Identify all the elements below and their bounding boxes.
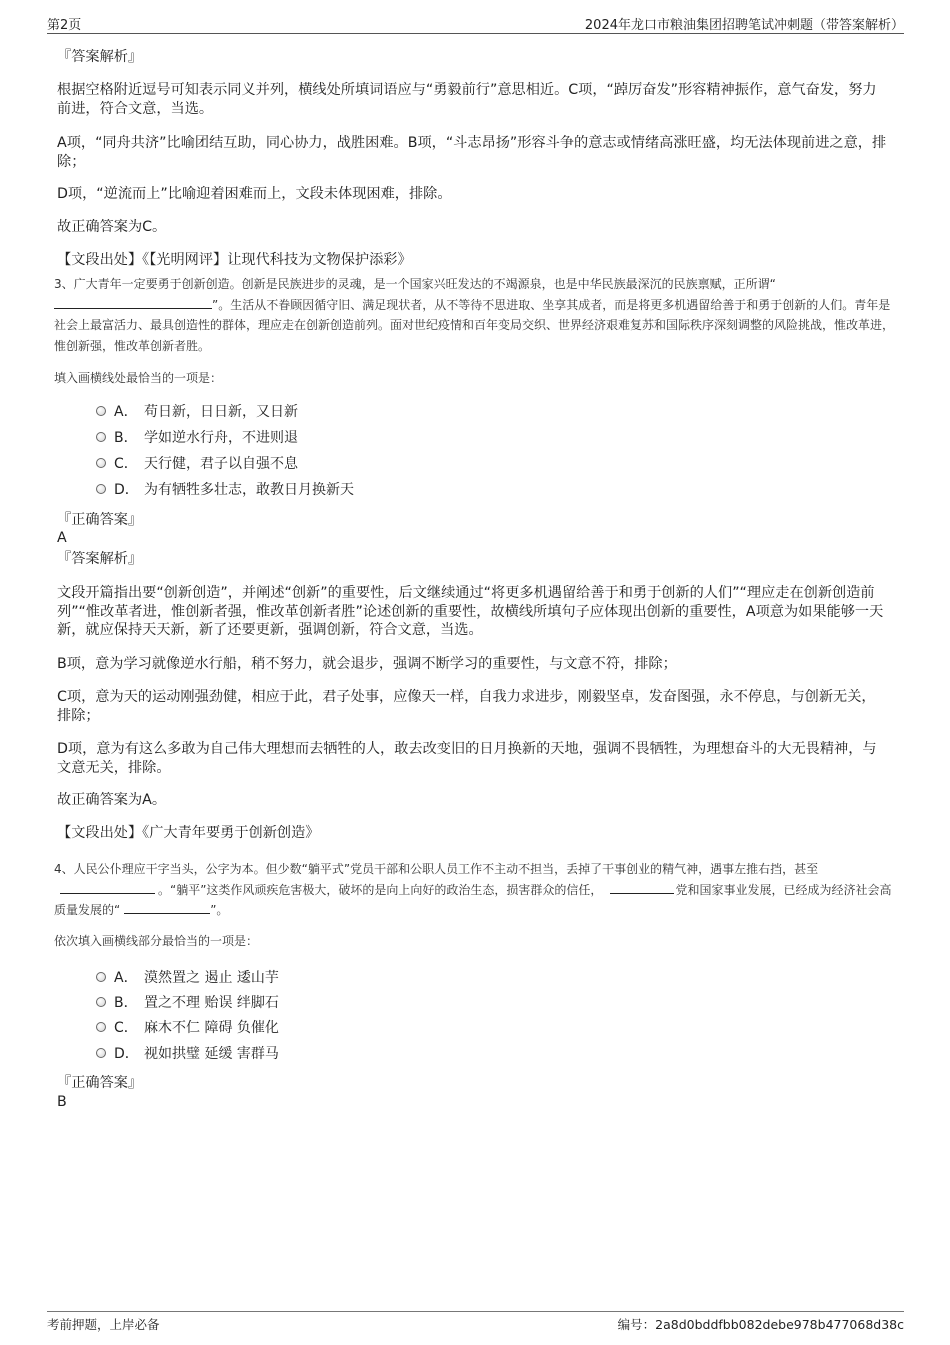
correct-answer: A <box>57 530 67 546</box>
answer-analysis-label: 『答案解析』 <box>57 551 143 567</box>
option-d[interactable]: D． 视如拱璧 延缓 害群马 <box>96 1044 279 1064</box>
correct-answer: B <box>57 1094 67 1110</box>
answer-analysis-label: 『答案解析』 <box>57 49 143 65</box>
page-number: 第2页 <box>47 18 82 33</box>
analysis-paragraph: C项，意为天的运动刚强劲健，相应于此，君子处事，应像天一样，自我力求进步，刚毅坚卓，发奋图强，永不停息，与创新无关，排除； <box>57 689 876 724</box>
source-citation: 【文段出处】《【光明网评】让现代科技为文物保护添彩》 <box>57 252 412 268</box>
answer-blank <box>124 901 210 914</box>
option-b[interactable]: B． 学如逆水行舟，不进则退 <box>96 428 298 448</box>
question-text: 党和国家事业发展，已经成为经济社会高质量发展的“ <box>54 882 892 917</box>
question-text: ”。生活从不眷顾因循守旧、满足现状者，从不等待不思进取、坐享其成者，而是将更多机遇留给善于和勇于创新的人们。青年是社会上最富活力、最具创造性的群体，理应走在创新创造前列。面对世纪疫情和百年变局交织、世界经济艰难复苏和国际秩序深刻调整的风险挑战，惟改革进，惟创新强，惟改革创新者胜。 <box>54 297 895 353</box>
analysis-paragraph: D项，“逆流而上”比喻迎着困难而上，文段未体现困难，排除。 <box>57 186 452 202</box>
document-id: 编号：2a8d0bddfbb082debe978b477068d38c <box>617 1317 904 1332</box>
question-text: 。“躺平”这类作风顽疾危害极大，破坏的是向上向好的政治生态，损害群众的信任， <box>158 882 603 897</box>
answer-blank <box>610 881 674 894</box>
radio-button[interactable] <box>96 484 106 494</box>
page-header <box>47 14 904 34</box>
correct-answer-label: 『正确答案』 <box>57 512 143 528</box>
question-prompt: 填入画横线处最恰当的一项是： <box>54 371 223 385</box>
document-title: 2024年龙口市粮油集团招聘笔试冲刺题（带答案解析） <box>584 18 904 33</box>
conclusion: 故正确答案为C。 <box>57 219 167 235</box>
answer-blank <box>60 881 155 894</box>
conclusion: 故正确答案为A。 <box>57 792 167 808</box>
radio-button[interactable] <box>96 972 106 982</box>
question-3-text <box>54 274 894 356</box>
option-c[interactable]: C． 麻木不仁 障碍 负催化 <box>96 1018 279 1038</box>
radio-button[interactable] <box>96 432 106 442</box>
source-citation: 【文段出处】《广大青年要勇于创新创造》 <box>57 825 320 841</box>
option-a[interactable]: A． 漠然置之 遏止 逶山芋 <box>96 968 279 988</box>
option-c[interactable]: C． 天行健，君子以自强不息 <box>96 454 298 474</box>
question-text: 3、广大青年一定要勇于创新创造。创新是民族进步的灵魂，是一个国家兴旺发达的不竭源泉，也是中华民族最深沉的民族禀赋，正所谓“ <box>54 277 776 291</box>
analysis-paragraph: D项，意为有这么多敢为自己伟大理想而去牺牲的人，敢去改变旧的日月换新的天地，强调不畏牺牲，为理想奋斗的大无畏精神，与文意无关，排除。 <box>57 741 877 776</box>
question-text: ”。 <box>210 903 229 917</box>
radio-button[interactable] <box>96 1048 106 1058</box>
analysis-paragraph: 文段开篇指出要“创新创造”，并阐述“创新”的重要性，后文继续通过“将更多机遇留给善于和勇于创新的人们”“理应走在创新创造前列”“惟改革者进，惟创新者强，惟改革创新者胜”论述创新的重要性，故横线所填句子应体现出创新的重要性，A项意为如果能够一天新，就应保持天天新，新了还要更新，强调创新，符合文意，当选。 <box>57 585 884 638</box>
page-footer <box>47 1311 904 1334</box>
radio-button[interactable] <box>96 458 106 468</box>
answer-blank <box>54 296 212 309</box>
radio-button[interactable] <box>96 997 106 1007</box>
radio-button[interactable] <box>96 1022 106 1032</box>
question-prompt: 依次填入画横线部分最恰当的一项是： <box>54 934 259 948</box>
analysis-paragraph: B项，意为学习就像逆水行船，稍不努力，就会退步，强调不断学习的重要性，与文意不符，排除； <box>57 656 677 672</box>
footer-slogan: 考前押题，上岸必备 <box>47 1317 160 1332</box>
correct-answer-label: 『正确答案』 <box>57 1075 143 1091</box>
option-a[interactable]: A． 苟日新，日日新，又日新 <box>96 402 298 422</box>
question-text: 4、人民公仆理应干字当头，公字为本。但少数“躺平式”党员干部和公职人员工作不主动不担当，丢掉了干事创业的精气神，遇事左推右挡，甚至 <box>54 862 819 876</box>
option-b[interactable]: B． 置之不理 贻误 绊脚石 <box>96 993 279 1013</box>
analysis-paragraph: 根据空格附近逗号可知表示同义并列，横线处所填词语应与“勇毅前行”意思相近。C项，“踔厉奋发”形容精神振作，意气奋发，努力前进，符合文意，当选。 <box>57 82 877 117</box>
analysis-paragraph: A项，“同舟共济”比喻团结互助，同心协力，战胜困难。B项，“斗志昂扬”形容斗争的意志或情绪高涨旺盛，均无法体现前进之意，排除； <box>57 135 887 170</box>
radio-button[interactable] <box>96 406 106 416</box>
option-d[interactable]: D． 为有牺牲多壮志，敢教日月换新天 <box>96 480 354 500</box>
question-4-text <box>54 859 894 921</box>
